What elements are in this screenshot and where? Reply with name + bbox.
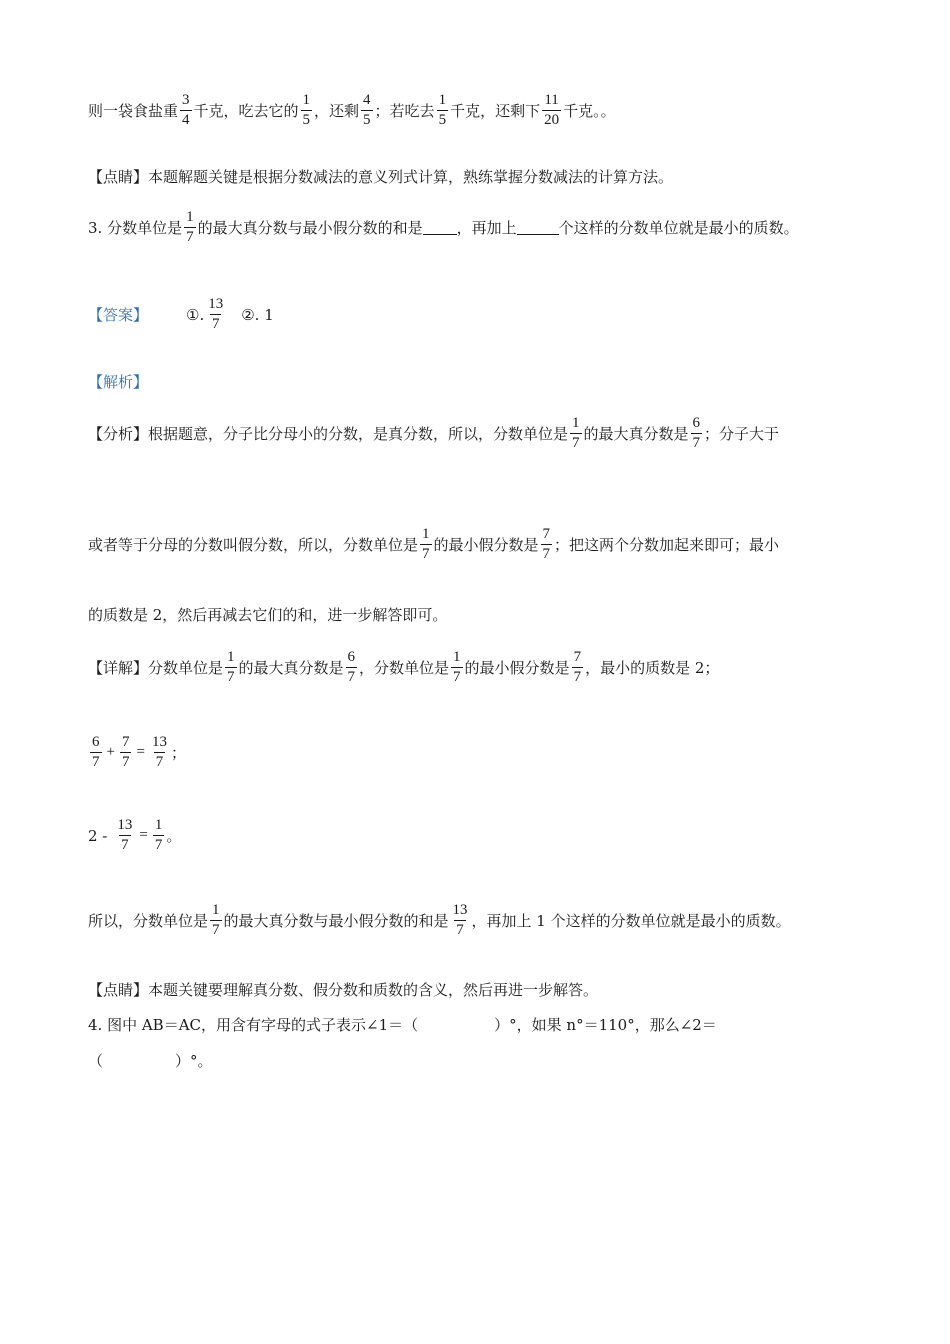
equals-sign: = xyxy=(136,744,145,760)
text: 的最大真分数与最小假分数的和是 xyxy=(223,912,449,930)
fraction: $\frac{6}{7}$ xyxy=(692,415,701,451)
answer-blank-1[interactable] xyxy=(423,220,457,235)
text: 或者等于分母的分数叫假分数，所以，分数单位是 xyxy=(88,536,419,554)
text: ； xyxy=(170,744,186,762)
text: ；分子大于 xyxy=(704,425,780,443)
text: 2 - xyxy=(88,826,108,845)
text: ，再加上 1 个这样的分数单位就是最小的质数。 xyxy=(471,912,791,930)
text: （ xyxy=(88,1052,104,1070)
fraction: $\frac{7}{7}$ xyxy=(121,734,130,770)
answer-tag: 【答案】 xyxy=(88,306,149,324)
text: ②. 1 xyxy=(241,305,274,324)
text: ，最小的质数是 2； xyxy=(585,659,720,677)
text: ）°。 xyxy=(175,1052,213,1070)
fraction: $\frac{6}{7}$ xyxy=(347,649,356,685)
fraction: $\frac{11}{20}$ xyxy=(544,92,560,128)
text: 的最大真分数与最小假分数的和是 xyxy=(197,219,423,237)
answer-blank-2[interactable] xyxy=(517,220,559,235)
fraction: $\frac{1}{7}$ xyxy=(453,649,461,685)
text: 千克。。 xyxy=(563,102,616,120)
text: ；把这两个分数加起来即可；最小 xyxy=(554,536,780,554)
text: 【点睛】本题关键要理解真分数、假分数和质数的含义，然后再进一步解答。 xyxy=(88,981,599,999)
text: ，还剩 xyxy=(314,102,360,120)
fraction: $\frac{13}{7}$ xyxy=(208,296,224,332)
analysis-3 xyxy=(88,604,862,625)
continued-answer-line xyxy=(88,93,862,128)
answer-line xyxy=(88,297,862,332)
analysis-tag-line xyxy=(88,371,862,392)
text: 个这样的分数单位就是最小的质数。 xyxy=(558,219,799,237)
fraction: $\frac{1}{5}$ xyxy=(438,92,447,128)
fraction: $\frac{7}{7}$ xyxy=(573,649,582,685)
analysis-1 xyxy=(88,416,862,451)
text: 则一袋食盐重 xyxy=(88,102,179,120)
fraction: $\frac{1}{7}$ xyxy=(154,817,163,853)
fraction: $\frac{1}{7}$ xyxy=(186,209,194,245)
detail-line xyxy=(88,650,862,685)
fraction: $\frac{13}{7}$ xyxy=(117,817,133,853)
text: ，分数单位是 xyxy=(359,659,450,677)
plus-sign: + xyxy=(106,744,115,760)
text: ；若吃去 xyxy=(374,102,435,120)
text: ，再加上 xyxy=(456,219,517,237)
fraction: $\frac{4}{5}$ xyxy=(363,92,371,128)
question-3 xyxy=(88,210,862,245)
text: 千克，吃去它的 xyxy=(193,102,299,120)
text: 。 xyxy=(166,827,182,845)
fraction: $\frac{1}{7}$ xyxy=(227,649,235,685)
fraction: $\frac{13}{7}$ xyxy=(151,734,167,770)
text: 的最小假分数是 xyxy=(464,659,570,677)
fraction: $\frac{1}{7}$ xyxy=(572,415,580,451)
conclusion-line xyxy=(88,903,862,938)
fraction: $\frac{7}{7}$ xyxy=(542,526,551,562)
equation-1 xyxy=(88,735,862,770)
fraction: $\frac{13}{7}$ xyxy=(452,902,468,938)
text: 【详解】分数单位是 xyxy=(88,659,224,677)
key-point-1 xyxy=(88,166,862,187)
fraction: $\frac{3}{4}$ xyxy=(182,92,190,128)
text: 所以，分数单位是 xyxy=(88,912,209,930)
text: 4. 图中 AB＝AC，用含有字母的式子表示∠1＝（ xyxy=(88,1016,419,1034)
text: 3. 分数单位是 xyxy=(88,219,183,237)
fraction: $\frac{1}{7}$ xyxy=(422,526,430,562)
question-4-cont xyxy=(88,1050,862,1071)
text: 【点睛】本题解题关键是根据分数减法的意义列式计算，熟练掌握分数减法的计算方法。 xyxy=(88,168,674,186)
text: 【分析】根据题意，分子比分母小的分数，是真分数，所以，分数单位是 xyxy=(88,425,569,443)
fraction: $\frac{1}{7}$ xyxy=(212,902,220,938)
text: 的最大真分数是 xyxy=(238,659,344,677)
text: 的质数是 2，然后再减去它们的和，进一步解答即可。 xyxy=(88,606,448,624)
analysis-2 xyxy=(88,527,862,562)
text: ①. xyxy=(186,305,205,324)
key-point-2 xyxy=(88,979,862,1000)
fraction: $\frac{1}{5}$ xyxy=(302,92,311,128)
equation-2 xyxy=(88,818,862,853)
text: 的最大真分数是 xyxy=(583,425,689,443)
question-4 xyxy=(88,1014,862,1035)
text: 的最小假分数是 xyxy=(433,536,539,554)
analysis-tag: 【解析】 xyxy=(88,373,149,391)
text: ）°，如果 n°＝110°，那么∠2＝ xyxy=(494,1016,717,1034)
equals-sign: = xyxy=(139,827,148,843)
text: 千克，还剩下 xyxy=(450,102,541,120)
fraction: $\frac{6}{7}$ xyxy=(92,734,100,770)
